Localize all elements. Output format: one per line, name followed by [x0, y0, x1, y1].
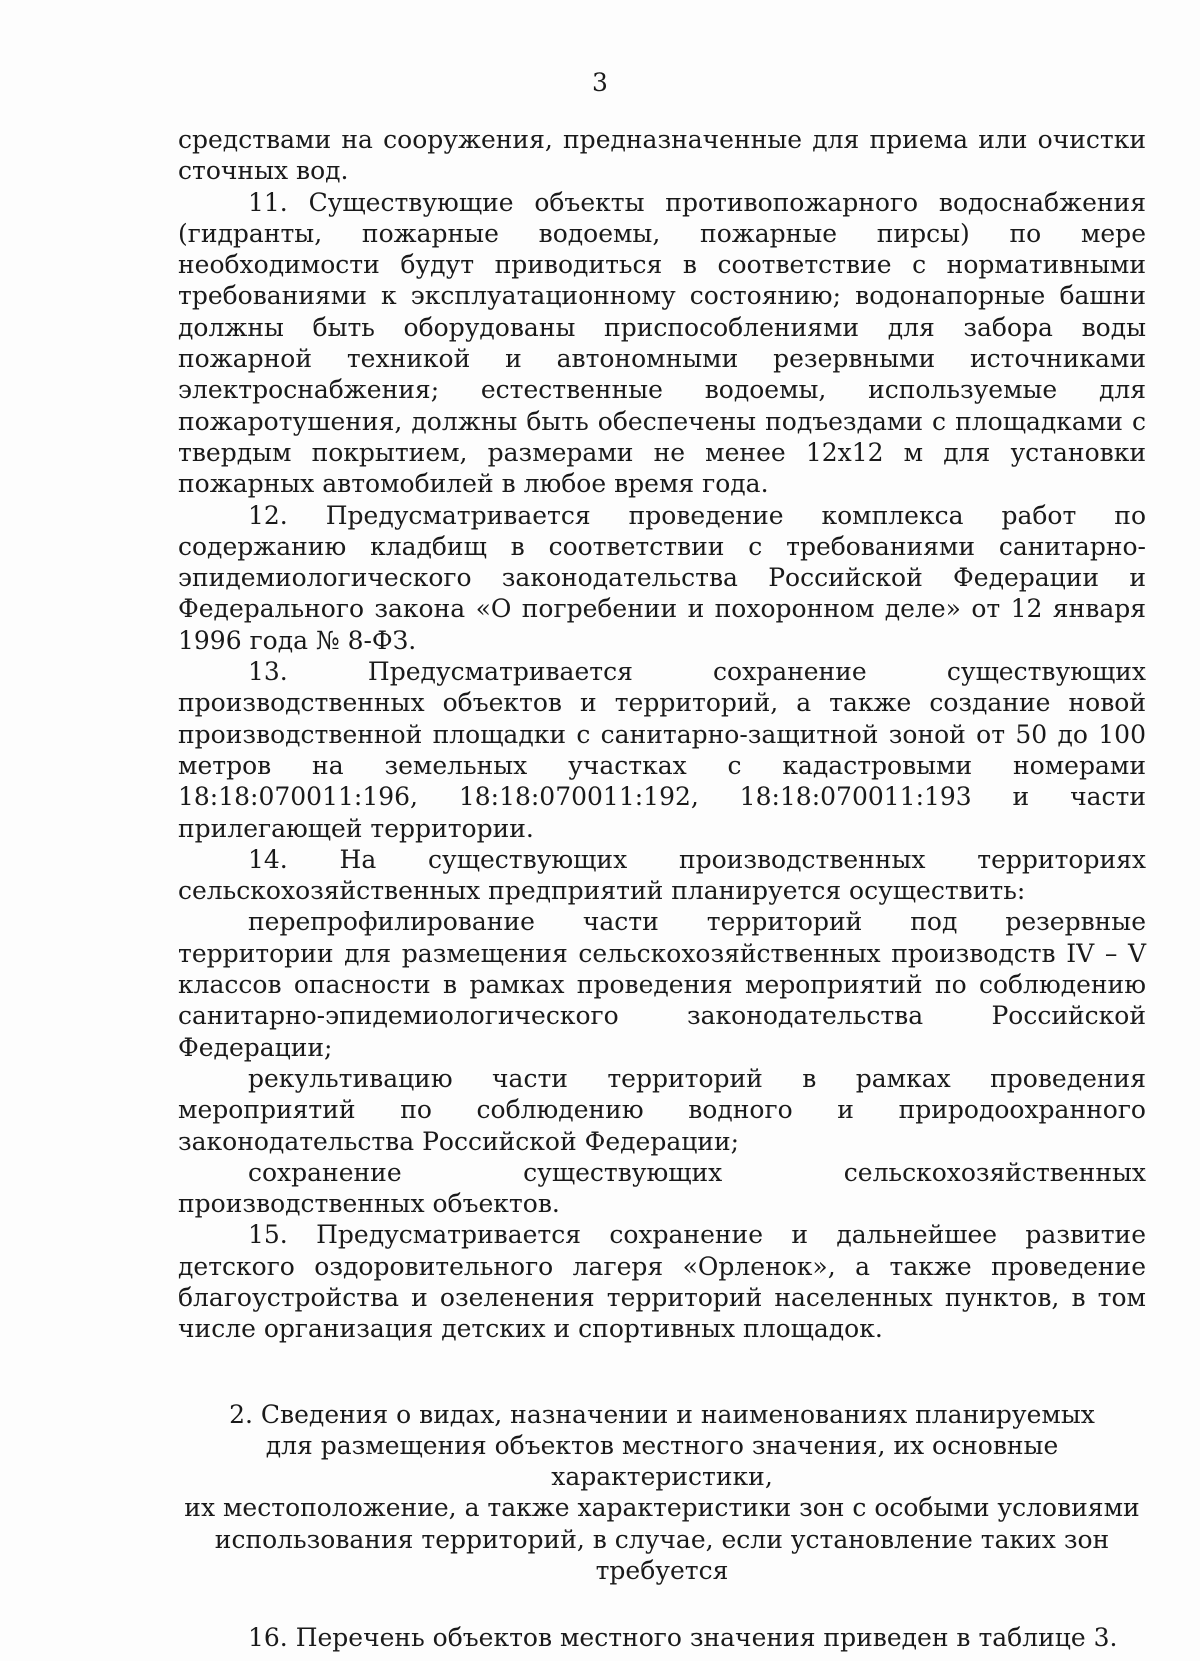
section-heading-line-3: их местоположение, а также характеристики зон с особыми условиями — [184, 1493, 1140, 1523]
paragraph-continuation: средствами на сооружения, предназначенные для приема или очистки сточных вод. — [178, 125, 1146, 186]
paragraph-14-agricultural-territories: 14. На существующих производственных территориях сельскохозяйственных предприятий планируется осуществить: — [178, 844, 1146, 906]
list-item-reprofiling: перепрофилирование части территорий под резервные территории для размещения сельскохозяйственных производств IV – V классов опасности в рамках проведения мероприятий по соблюдению санитарно-эпидемиологического законодательства Российской Федерации; — [178, 907, 1146, 1062]
paragraph-15-children-camp: 15. Предусматривается сохранение и дальнейшее развитие детского оздоровительного лагеря «Орленок», а также проведение благоустройства и озеленения территорий населенных пунктов, в том числе организация детских и спортивных площадок. — [178, 1220, 1146, 1344]
section-heading — [178, 1399, 1146, 1587]
section-heading-line-2: для размещения объектов местного значения, их основные характеристики, — [265, 1430, 1059, 1492]
document-body — [178, 124, 1146, 1654]
section-heading-line-4: использования территорий, в случае, если установление таких зон требуется — [214, 1524, 1110, 1586]
paragraph-11-fire-water-supply: 11. Существующие объекты противопожарного водоснабжения (гидранты, пожарные водоемы, пожарные пирсы) по мере необходимости будут приводиться в соответствие с нормативными требованиями к эксплуатационному состоянию; водонапорные башни должны быть оборудованы приспособлениями для забора воды пожарной техникой и автономными резервными источниками электроснабжения; естественные водоемы, используемые для пожаротушения, должны быть обеспечены подъездами с площадками с твердым покрытием, размерами не менее 12х12 м для установки пожарных автомобилей в любое время года. — [178, 187, 1146, 499]
paragraph-13-production-sites: 13. Предусматривается сохранение существующих производственных объектов и территорий, а также создание новой производственной площадки с санитарно-защитной зоной от 50 до 100 метров на земельных участках с кадастровыми номерами 18:18:070011:196, 18:18:070011:192, 18:18:070011:193 и части прилегающей территории. — [178, 657, 1146, 843]
list-item-preservation: сохранение существующих сельскохозяйственных производственных объектов. — [178, 1157, 1146, 1219]
paragraph-16-table-reference: 16. Перечень объектов местного значения приведен в таблице 3. — [248, 1623, 1118, 1653]
page-number: 3 — [592, 68, 608, 97]
paragraph-12-cemeteries: 12. Предусматривается проведение комплекса работ по содержанию кладбищ в соответствии с требованиями санитарно-эпидемиологического законодательства Российской Федерации и Федерального закона «О погребении и похоронном деле» от 12 января 1996 года № 8-ФЗ. — [178, 500, 1146, 655]
section-heading-line-1: 2. Сведения о видах, назначении и наименованиях планируемых — [229, 1399, 1095, 1429]
list-item-recultivation: рекультивацию части территорий в рамках проведения мероприятий по соблюдению водного и природоохранного законодательства Российской Федерации; — [178, 1063, 1146, 1156]
